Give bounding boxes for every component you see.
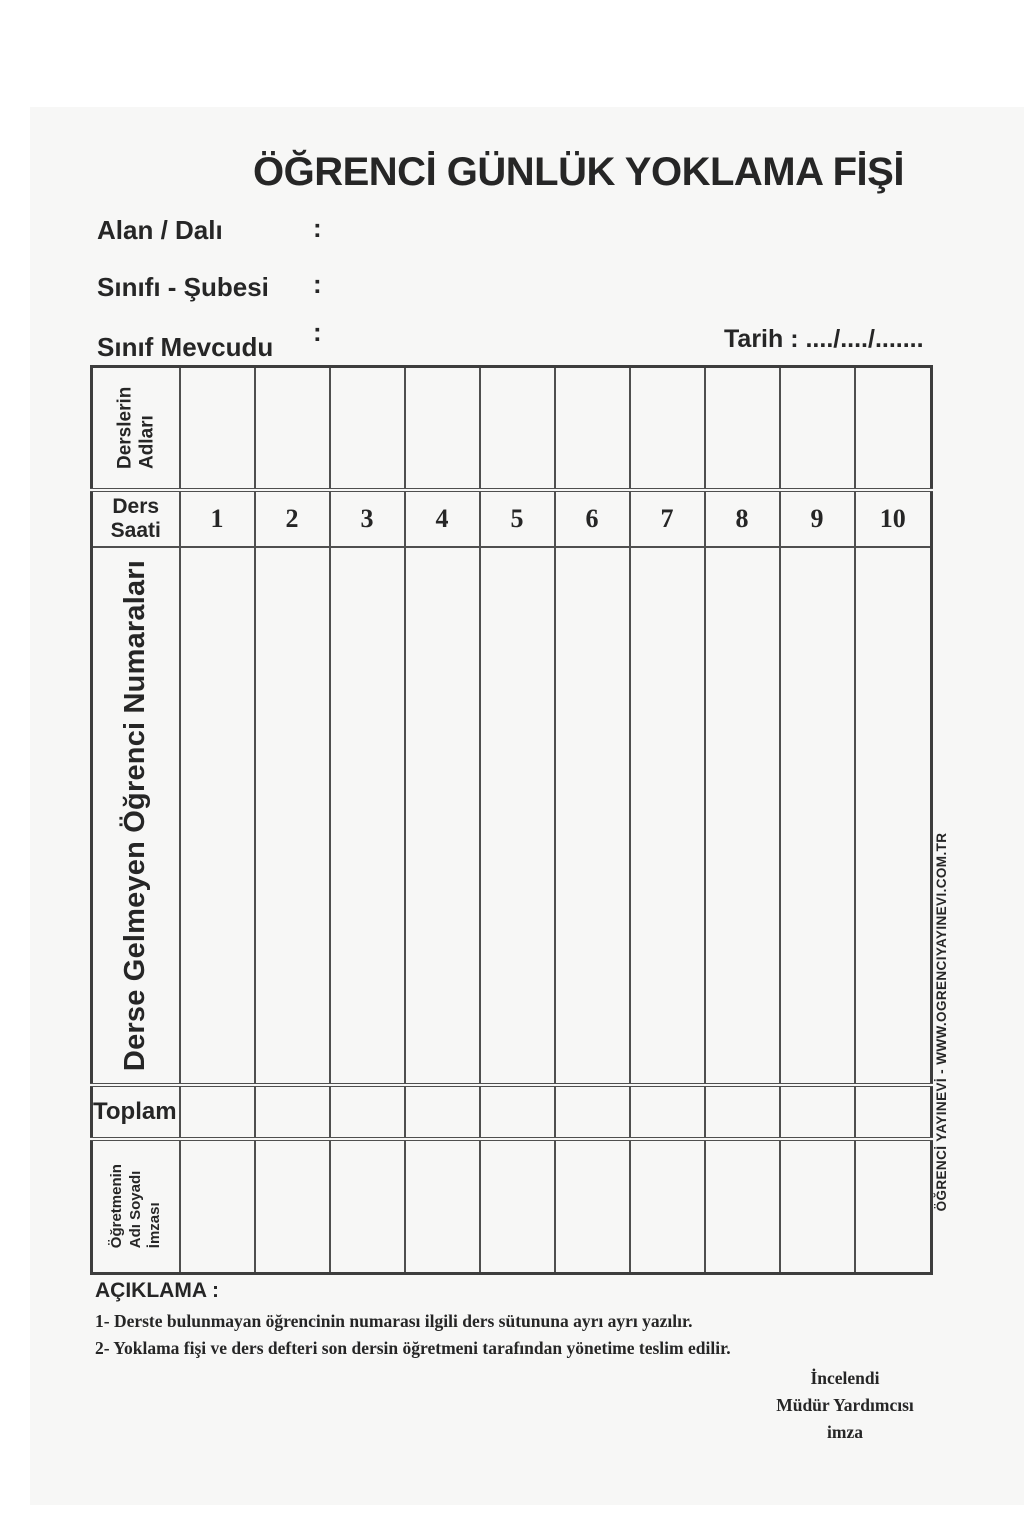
publisher-vertical-text: ÖĞRENCİ YAYINEVİ - WWW.OGRENCIYAYINEVI.COM.TR [934, 832, 949, 1212]
teacher-header-line: Öğretmenin [107, 1164, 125, 1249]
field-label-sinif-mevcudu: Sınıf Mevcudu [97, 332, 274, 362]
scanned-form-page [30, 107, 1024, 1505]
teacher-signature-cell [630, 1139, 705, 1274]
hour-number-cell: 6 [555, 490, 630, 547]
hour-header-line: Saati [110, 519, 161, 542]
absent-numbers-cell [780, 547, 855, 1085]
lesson-name-cell [555, 367, 630, 491]
lessons-header-cell [92, 367, 180, 491]
absent-header-cell [92, 547, 180, 1085]
lessons-header-text [114, 387, 158, 469]
absent-numbers-cell [855, 547, 932, 1085]
absent-numbers-cell [180, 547, 255, 1085]
rotated-label-wrapper [93, 1143, 179, 1270]
total-value-cell [330, 1085, 405, 1139]
signoff-reviewed: İncelendi [810, 1368, 880, 1388]
rotated-label-wrapper [93, 550, 179, 1081]
lesson-name-cell [480, 367, 555, 491]
lesson-name-cell [180, 367, 255, 491]
lessons-name-row [92, 367, 932, 491]
absent-numbers-cell [705, 547, 780, 1085]
hour-number-cell: 3 [330, 490, 405, 547]
hour-header-line: Ders [112, 494, 160, 518]
absent-numbers-cell [405, 547, 480, 1085]
teacher-signature-cell [555, 1139, 630, 1274]
teacher-header-line: Adı Soyadı [126, 1171, 144, 1249]
teacher-signature-cell [480, 1139, 555, 1274]
lessons-header-line: Adları [135, 415, 157, 470]
signoff-signature: imza [827, 1422, 863, 1442]
teacher-header-text [108, 1164, 164, 1248]
teacher-signature-cell [405, 1139, 480, 1274]
total-row [92, 1085, 932, 1139]
teacher-row [92, 1139, 932, 1274]
total-value-cell [555, 1085, 630, 1139]
total-value-cell [630, 1085, 705, 1139]
note-item: 1- Derste bulunmayan öğrencinin numarası ilgili ders sütununa ayrı ayrı yazılır. [95, 1311, 693, 1331]
lesson-name-cell [255, 367, 330, 491]
total-value-cell [705, 1085, 780, 1139]
hour-number-cell: 8 [705, 490, 780, 547]
hour-number-cell: 2 [255, 490, 330, 547]
date-label: Tarih : ..../..../....... [724, 325, 924, 353]
field-label-sinifi-subesi: Sınıfı - Şubesi [97, 272, 269, 302]
rotated-label-wrapper [93, 369, 179, 487]
absent-numbers-cell [255, 547, 330, 1085]
absent-numbers-cell [330, 547, 405, 1085]
teacher-signature-cell [330, 1139, 405, 1274]
hour-header-cell [92, 490, 180, 547]
signoff-assistant-principal: Müdür Yardımcısı [776, 1395, 914, 1415]
absent-numbers-row [92, 547, 932, 1085]
teacher-signature-cell [255, 1139, 330, 1274]
form-title: ÖĞRENCİ GÜNLÜK YOKLAMA FİŞİ [253, 150, 904, 194]
absent-header-text: Derse Gelmeyen Öğrenci Numaraları [119, 559, 152, 1072]
signoff-block [695, 1365, 995, 1446]
lesson-name-cell [630, 367, 705, 491]
hour-number-cell: 4 [405, 490, 480, 547]
teacher-header-line: İmzası [145, 1202, 163, 1249]
teacher-signature-cell [780, 1139, 855, 1274]
hour-number-cell: 7 [630, 490, 705, 547]
hour-number-cell: 5 [480, 490, 555, 547]
lesson-name-cell [855, 367, 932, 491]
field-label-alan-dali: Alan / Dalı [97, 215, 223, 245]
absent-numbers-cell [555, 547, 630, 1085]
teacher-signature-cell [180, 1139, 255, 1274]
field-colon: : [313, 213, 322, 243]
absent-numbers-cell [630, 547, 705, 1085]
absent-numbers-cell [480, 547, 555, 1085]
teacher-signature-cell [705, 1139, 780, 1274]
total-value-cell [405, 1085, 480, 1139]
total-value-cell [780, 1085, 855, 1139]
attendance-table [90, 365, 933, 1275]
hour-number-cell: 9 [780, 490, 855, 547]
total-value-cell [855, 1085, 932, 1139]
hour-header-row [92, 490, 932, 547]
lesson-name-cell [405, 367, 480, 491]
total-label-cell: Toplam [92, 1085, 180, 1139]
notes-heading: AÇIKLAMA : [95, 1279, 220, 1302]
hour-number-cell: 1 [180, 490, 255, 547]
field-colon: : [313, 317, 322, 347]
field-colon: : [313, 269, 322, 299]
total-value-cell [255, 1085, 330, 1139]
lesson-name-cell [780, 367, 855, 491]
total-value-cell [180, 1085, 255, 1139]
lesson-name-cell [330, 367, 405, 491]
lessons-header-line: Derslerin [113, 386, 135, 470]
total-value-cell [480, 1085, 555, 1139]
teacher-signature-cell [855, 1139, 932, 1274]
hour-number-cell: 10 [855, 490, 932, 547]
note-item: 2- Yoklama fişi ve ders defteri son dersin öğretmeni tarafından yönetime teslim edilir. [95, 1338, 731, 1358]
teacher-header-cell [92, 1139, 180, 1274]
lesson-name-cell [705, 367, 780, 491]
